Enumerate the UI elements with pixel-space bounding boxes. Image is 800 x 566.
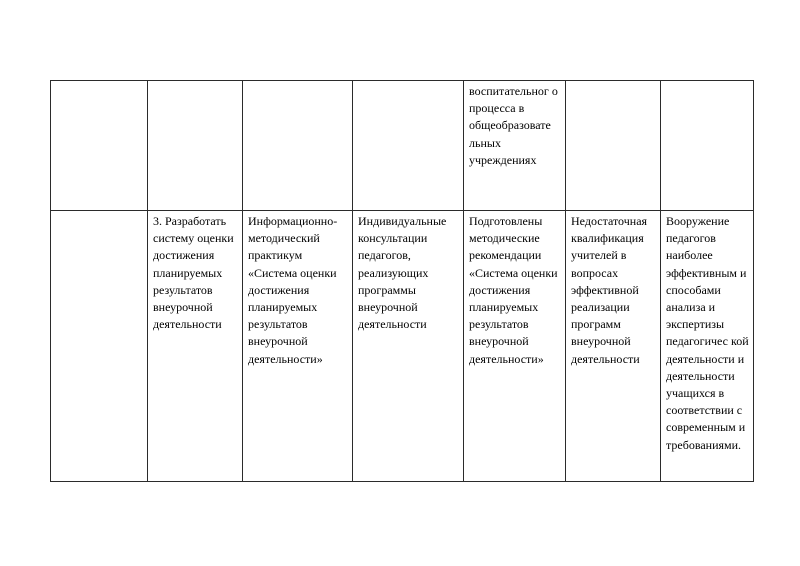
table-row	[51, 81, 754, 211]
cell-text: Индивидуальные консультации педагогов, реализующих программы внеурочной деятельности	[358, 214, 447, 332]
cell-r1-c7	[661, 81, 754, 211]
content-table	[50, 80, 754, 482]
cell-r2-c3	[243, 211, 353, 482]
cell-r2-c7	[661, 211, 754, 482]
table-row	[51, 211, 754, 482]
cell-r2-c4	[353, 211, 464, 482]
cell-text: Подготовлены методические рекомендации «Система оценки достижения планируемых результатов внеурочной деятельности»	[469, 214, 558, 366]
cell-r1-c2	[148, 81, 243, 211]
cell-r2-c5	[464, 211, 566, 482]
cell-text: 3. Разработать систему оценки достижения планируемых результатов внеурочной деятельности	[153, 214, 234, 332]
cell-r1-c4	[353, 81, 464, 211]
cell-r2-c2	[148, 211, 243, 482]
cell-text: Недостаточная квалификация учителей в вопросах эффективной реализации программ внеурочной деятельности	[571, 214, 648, 366]
cell-text: Вооружение педагогов наиболее эффективным и способами анализа и экспертизы педагогичес кой деятельности и деятельности учащихся в соответствии с современным и требованиями.	[666, 214, 749, 452]
cell-r1-c1	[51, 81, 148, 211]
cell-text: воспитательног о процесса в общеобразовате льных учреждениях	[469, 84, 558, 167]
cell-text: Информационно-методический практикум «Система оценки достижения планируемых результатов внеурочной деятельности»	[248, 214, 338, 366]
cell-r2-c1	[51, 211, 148, 482]
cell-r2-c6	[566, 211, 661, 482]
cell-r1-c6	[566, 81, 661, 211]
cell-r1-c5	[464, 81, 566, 211]
cell-r1-c3	[243, 81, 353, 211]
